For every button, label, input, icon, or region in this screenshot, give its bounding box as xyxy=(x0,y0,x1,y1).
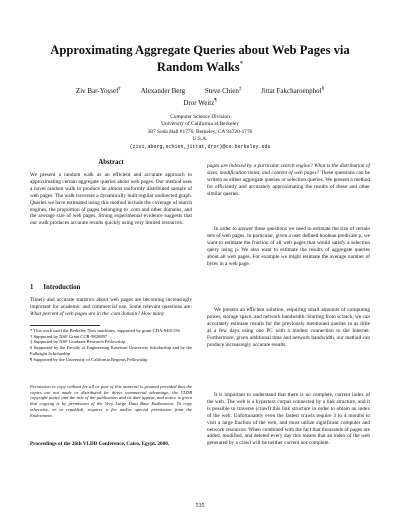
footnote-rule xyxy=(30,325,100,326)
author-mark: ‡ xyxy=(238,87,242,92)
affiliation-address: 387 Soda Hall #1776, Berkeley, CA 94720-1776 xyxy=(147,128,253,135)
abstract-heading: Abstract xyxy=(98,159,124,166)
author-list xyxy=(30,85,370,108)
section-number: 1 xyxy=(30,284,34,291)
affiliation-country: U.S.A. xyxy=(192,136,208,143)
section-title: Introduction xyxy=(43,284,81,291)
abstract-text: We present a random walk as an efficient and accurate approach to approximating certain aggregate queries about web pages. Our method uses a novel random walk to produce an almost uniformly distributed sample of web pages. The walk traverses a dynamically built regular undirected graph. Queries we have estimated using this method include the coverage of search engines, the proportion of pages belonging to .com and other domains, and the average size of web pages. Strong experimental evidence suggests that our walk produces accurate results quickly using very limited resources. xyxy=(30,172,192,227)
right-p3-text: We present an efficient solution, requiring small amounts of computing power, storage space, and network bandwidth. Starting from scratch, we can accurately estimate results for the previously mentioned queries in as little as a few days using one PC with a modest connection to the Internet. Furthermore, given additional time and network bandwidth, our method can produce increasingly accurate results. xyxy=(207,307,370,348)
affiliation-dept: Computer Science Division xyxy=(170,114,230,120)
right-column-para-4 xyxy=(207,392,370,447)
right-column-para-1 xyxy=(207,163,370,198)
author-4 xyxy=(261,87,324,95)
author-3 xyxy=(205,87,242,95)
affiliation-university: University of California at Berkeley xyxy=(161,121,239,128)
author-mark: † xyxy=(118,87,121,92)
section-heading xyxy=(30,284,192,291)
paper-title xyxy=(30,43,370,74)
footnote: † Supported by NSF Grant CCR-9820897 xyxy=(30,333,108,339)
author-name: Dror Weitz xyxy=(183,98,215,107)
footnote: ¶ Supported by the University of California Regents Fellowship xyxy=(30,356,148,362)
intro-paragraph xyxy=(30,297,192,318)
title-footnote-mark: * xyxy=(239,60,244,68)
author-5 xyxy=(183,99,216,107)
permission-notice: Permission to copy without fee all or part of this material is granted provided that the copies are not made or distributed for direct commercial advantage, the VLDB copyright notice and the title of the publication and its date appear, and notice is given that copying is by permission of the Very Large Data Base Endowment. To copy otherwise, or to republish, requires a fee and/or special permission from the Endowment. xyxy=(30,384,192,418)
intro-text: Timely and accurate statistics about web pages are becoming increasingly important for academic and commercial use. Some relevant questions are: xyxy=(30,297,192,310)
right-p2-text: In order to answer these questions we need to estimate the size of certain sets of web pages. In particular, given a user defined boolean predicate p, we want to estimate the fraction of all web pages that would satisfy a selection query using p. We also want to estimate the results of aggregate queries about all web pages. For example we might estimate the average number of bytes in a web page. xyxy=(207,226,370,267)
footnotes xyxy=(30,328,192,362)
author-name: Ziv Bar-Yossef xyxy=(75,87,119,96)
paper-title-text: Approximating Aggregate Queries about Web Pages via Random Walks xyxy=(50,43,350,75)
author-name: Jittat Fakcharoenphol xyxy=(261,87,322,96)
author-1 xyxy=(76,87,121,95)
author-2 xyxy=(141,87,185,95)
author-mark: § xyxy=(321,87,325,92)
right-column-para-3 xyxy=(207,307,370,348)
footnote: ‡ Supported by NSF Graduate Research Fellowship xyxy=(30,339,126,345)
author-mark: ¶ xyxy=(214,98,217,104)
right-p1-text: These questions can be written as either aggregate queries or selection queries. We present a method for efficiently and accurately approximating the results of these and other similar queries. xyxy=(207,169,371,197)
author-emails: {zivi,aberg,schien,jittat,dror}@cs.berkeley.edu xyxy=(129,143,271,150)
right-p1-questions: pages are indexed by a particular search engine? What is the distribution of sizes, modification times, and content of web pages? xyxy=(207,163,370,176)
right-p4-text: It is important to understand that there is no complete, current index of the web. The web is a hypertext corpus connected by a link structure, and it is possible to traverse (crawl) this link structure in order to obtain an index of the web. Unfortunately even the fastest crawls require 3 to 4 months to visit a large fraction of the web, and must utilize significant computer and network resources. When combined with the fact that thousands of pages are added, modified, and deleted every day this means that an index of the web generated by a crawl will be neither current nor complete. xyxy=(207,392,370,447)
affiliation-block xyxy=(60,114,340,151)
abstract-body xyxy=(30,172,192,227)
footnote: § Supported by the Faculty of Engineering Kasetsart University Scholarship and by the Fulbright Scholarship xyxy=(30,345,192,356)
page-number: 535 xyxy=(195,503,205,509)
author-name: Alexander Berg xyxy=(140,87,186,96)
footnote: * This work used the Berkeley Now machines, supported by grant CDA-9401156 xyxy=(30,328,180,333)
author-name: Steve Chien xyxy=(204,87,239,96)
right-column-para-2 xyxy=(207,226,370,267)
intro-question: What percent of web pages are in the .com domain? How many xyxy=(30,310,165,317)
proceedings-note: Proceedings of the 26th VLDB Conference, Cairo, Egypt, 2000. xyxy=(30,441,170,447)
